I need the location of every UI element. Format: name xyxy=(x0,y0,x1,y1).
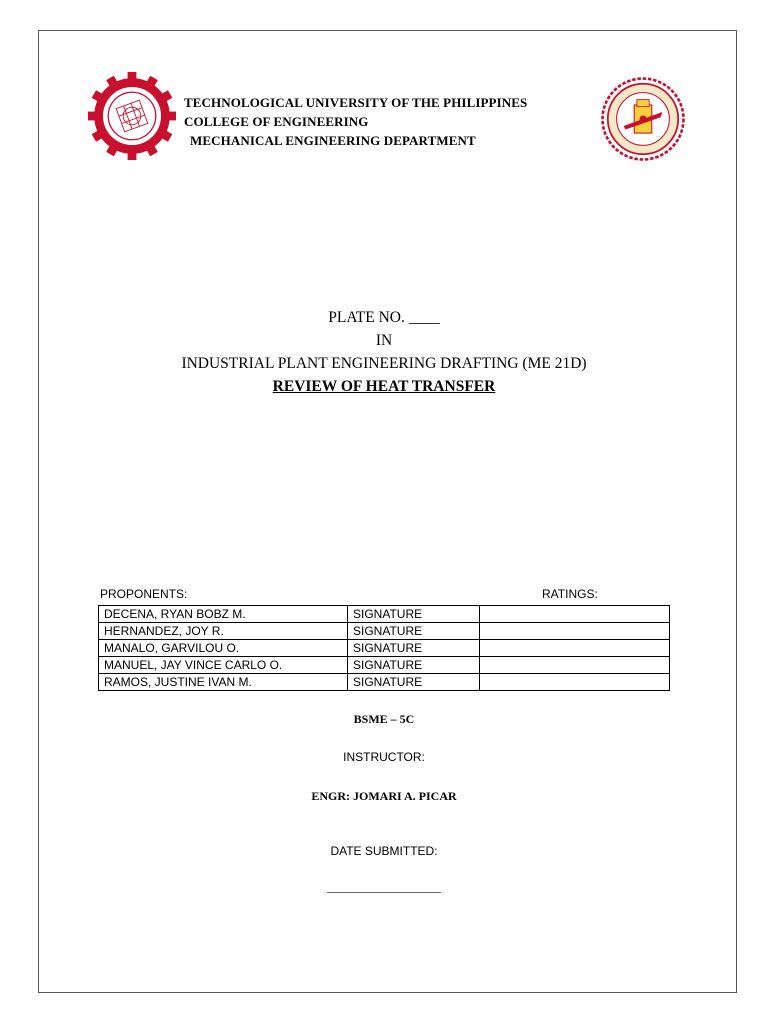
topic-title: REVIEW OF HEAT TRANSFER xyxy=(272,378,496,395)
proponents-table xyxy=(98,605,670,691)
header-lines xyxy=(184,93,527,150)
college-name: COLLEGE OF ENGINEERING xyxy=(184,114,369,129)
rating-cell xyxy=(480,606,670,623)
proponent-name: MANUEL, JAY VINCE CARLO O. xyxy=(99,657,348,674)
proponent-name: DECENA, RYAN BOBZ M. xyxy=(99,606,348,623)
section-label: BSME – 5C xyxy=(353,712,415,726)
proponents-label: PROPONENTS: xyxy=(100,587,188,601)
signature-cell: SIGNATURE xyxy=(348,623,480,640)
title-block xyxy=(0,306,768,398)
table-row xyxy=(99,674,670,691)
table-row xyxy=(99,640,670,657)
college-of-engineering-seal-icon xyxy=(599,75,687,163)
instructor-name: ENGR: JOMARI A. PICAR xyxy=(311,789,457,803)
plate-number: PLATE NO. ____ xyxy=(328,309,440,326)
title-in: IN xyxy=(375,332,393,349)
table-row xyxy=(99,606,670,623)
proponent-name: MANALO, GARVILOU O. xyxy=(99,640,348,657)
table-row xyxy=(99,657,670,674)
department-name: MECHANICAL ENGINEERING DEPARTMENT xyxy=(190,133,476,148)
signature-cell: SIGNATURE xyxy=(348,657,480,674)
signature-cell: SIGNATURE xyxy=(348,640,480,657)
instructor-label: INSTRUCTOR: xyxy=(343,750,425,764)
rating-cell xyxy=(480,657,670,674)
signature-cell: SIGNATURE xyxy=(348,674,480,691)
ratings-label: RATINGS: xyxy=(542,587,598,601)
table-row xyxy=(99,623,670,640)
date-submitted-line: ___________________ xyxy=(327,880,441,894)
tup-seal-icon xyxy=(88,72,176,160)
rating-cell xyxy=(480,640,670,657)
university-name: TECHNOLOGICAL UNIVERSITY OF THE PHILIPPINES xyxy=(184,95,528,110)
course-title: INDUSTRIAL PLANT ENGINEERING DRAFTING (ME 21D) xyxy=(181,355,587,372)
proponent-name: HERNANDEZ, JOY R. xyxy=(99,623,348,640)
date-submitted-label: DATE SUBMITTED: xyxy=(330,844,438,858)
rating-cell xyxy=(480,623,670,640)
proponent-name: RAMOS, JUSTINE IVAN M. xyxy=(99,674,348,691)
rating-cell xyxy=(480,674,670,691)
signature-cell: SIGNATURE xyxy=(348,606,480,623)
